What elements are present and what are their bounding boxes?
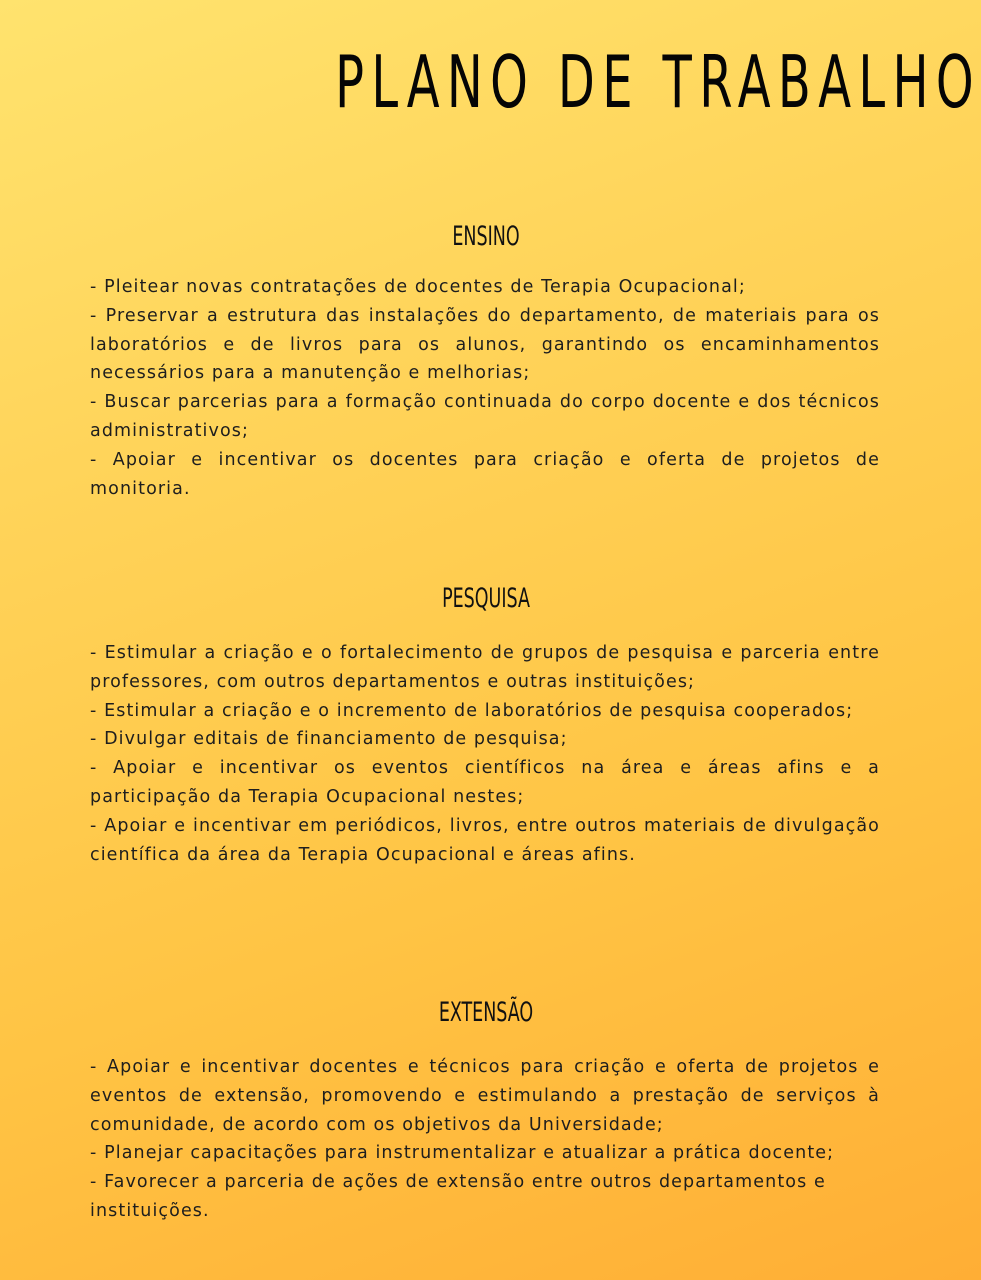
list-item: - Estimular a criação e o incremento de laboratórios de pesquisa cooperados; xyxy=(90,700,854,721)
section-ensino-list xyxy=(90,273,880,503)
section-pesquisa-list xyxy=(90,639,880,869)
section-heading-pesquisa: PESQUISA xyxy=(442,583,530,614)
list-item: - Estimular a criação e o fortalecimento de grupos de pesquisa e parceria entre professores, com outros departamentos e outras instituições; xyxy=(90,643,880,692)
list-item: - Buscar parcerias para a formação continuada do corpo docente e dos técnicos administrativos; xyxy=(90,392,880,441)
list-item: - Divulgar editais de financiamento de pesquisa; xyxy=(90,729,568,750)
list-item: - Apoiar e incentivar os eventos científicos na área e áreas afins e a participação da Terapia Ocupacional nestes; xyxy=(90,758,880,807)
list-item: - Pleitear novas contratações de docentes de Terapia Ocupacional; xyxy=(90,277,746,297)
list-item: - Apoiar e incentivar em periódicos, livros, entre outros materiais de divulgação científica da área da Terapia Ocupacional e áreas afins. xyxy=(90,815,880,865)
list-item: - Planejar capacitações para instrumentalizar e atualizar a prática docente; xyxy=(90,1143,835,1164)
list-item: - Apoiar e incentivar docentes e técnicos para criação e oferta de projetos e eventos de extensão, promovendo e estimulando a prestação de serviços à comunidade, de acordo com os objetivos da Universidade; xyxy=(90,1057,880,1135)
list-item: - Apoiar e incentivar os docentes para criação e oferta de projetos de monitoria. xyxy=(90,449,880,499)
section-heading-extensao: EXTENSÃO xyxy=(438,997,534,1028)
section-heading-ensino: ENSINO xyxy=(452,221,520,252)
list-item: - Favorecer a parceria de ações de extensão entre outros departamentos e instituições. xyxy=(90,1172,826,1221)
section-extensao-list xyxy=(90,1053,880,1226)
page-title: PLANO DE TRABALHO xyxy=(335,40,981,124)
list-item: - Preservar a estrutura das instalações do departamento, de materiais para os laboratórios e de livros para os alunos, garantindo os encaminhamentos necessários para a manutenção e melhorias; xyxy=(90,305,880,384)
